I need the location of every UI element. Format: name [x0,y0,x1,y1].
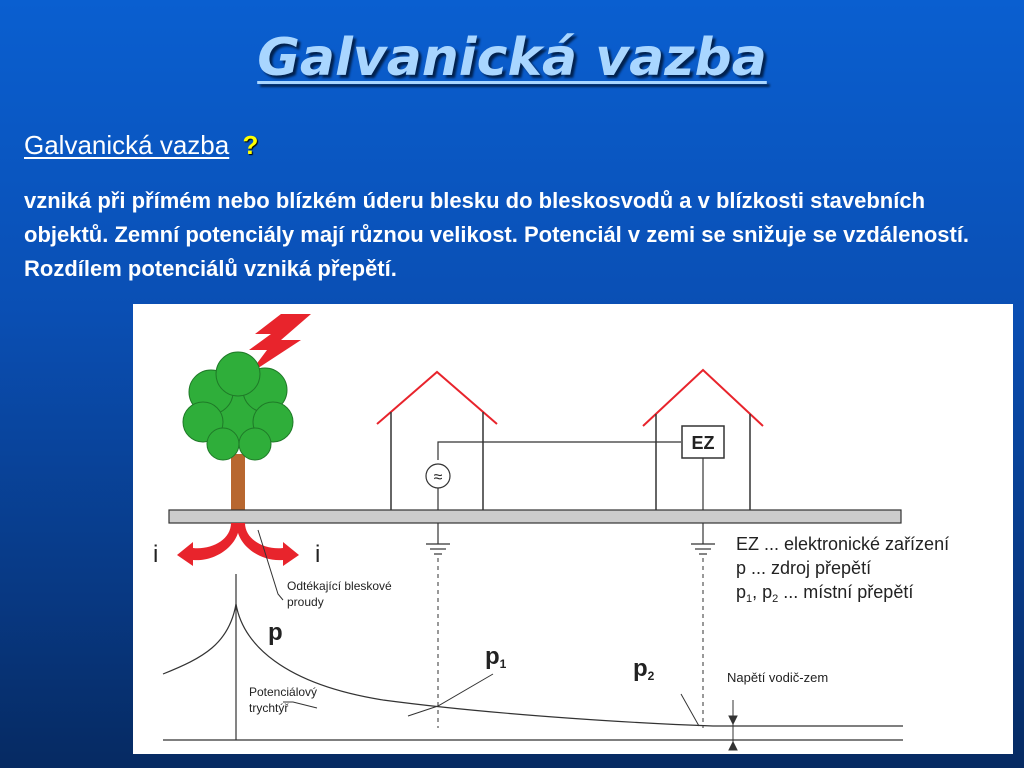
question-mark: ? [242,130,259,160]
current-arrows-icon [177,523,299,566]
house2-roof [643,370,763,426]
label-trychtyr-2: trychtýř [249,701,289,715]
ground-bar [169,510,901,523]
legend-line-3: $p_1$, $p_2$ ... místní přepětí [736,582,914,605]
label-odtekajici-2: proudy [287,595,324,609]
current-label-left: i [153,541,159,568]
tree-foliage-icon [183,352,293,460]
house1-roof [377,372,497,424]
current-label-right: i [315,541,321,568]
label-p: p [268,619,283,646]
slide-title: Galvanická vazba [257,28,767,88]
legend-line-2: p ... zdroj přepětí [736,558,872,578]
ground-symbol-1-icon [426,544,450,554]
slide-subtitle [24,130,258,161]
ac-source-symbol: ≈ [433,469,443,486]
galvanic-coupling-diagram [133,304,1013,754]
label-p2: p2 [633,655,655,683]
label-odtekajici-1: Odtékající bleskové [287,579,392,593]
subtitle-link[interactable]: Galvanická vazba [24,130,230,160]
legend-line-1: EZ ... elektronické zařízení [736,534,950,554]
label-p1: p1 [485,643,507,671]
label-trychtyr-1: Potenciálový [249,685,318,699]
tree-trunk [231,454,245,510]
label-napeti: Napětí vodič-zem [727,670,829,685]
connection-wire [438,442,681,460]
voltage-arrow-icon [729,700,737,750]
body-text: vzniká při přímém nebo blízkém úderu blesku do bleskosvodů a v blízkosti stavebních objektů. Zemní potenciály mají různou velikost. Potenciál v zemi se snižuje se vzdáleností. Rozdílem potenciálů vzniká přepětí. [24,188,970,281]
ground-symbol-2-icon [691,544,715,554]
ez-label: EZ [691,433,715,453]
